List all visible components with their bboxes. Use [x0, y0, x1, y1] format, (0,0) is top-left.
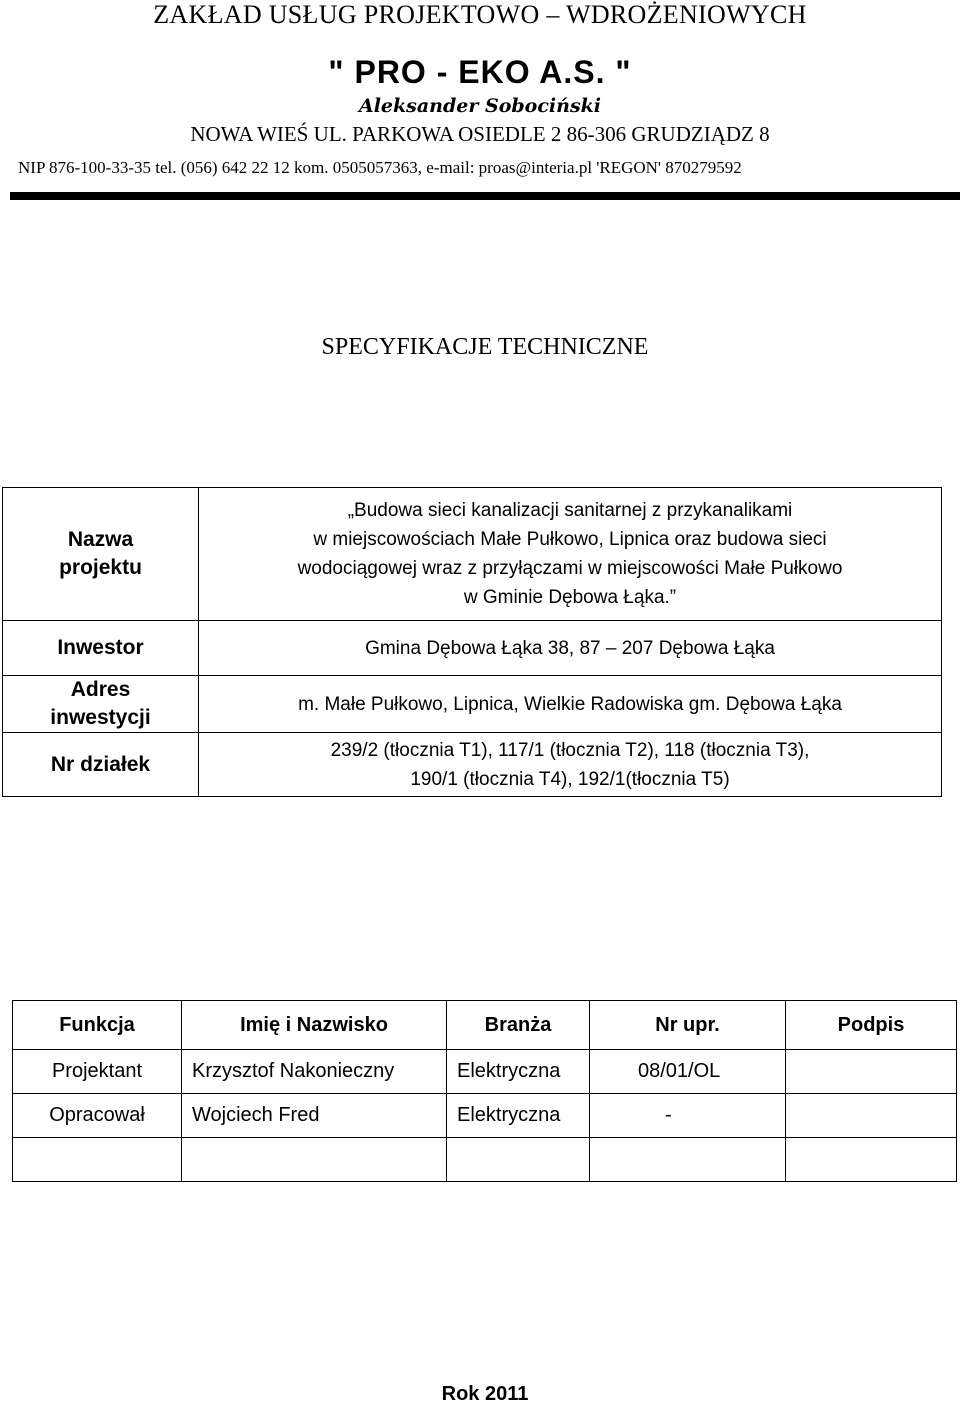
address-value: m. Małe Pułkowo, Lipnica, Wielkie Radowiska gm. Dębowa Łąka [199, 676, 942, 733]
header-license-number: Nr upr. [590, 1001, 786, 1050]
company-contact: NIP 876-100-33-35 tel. (056) 642 22 12 kom. 0505057363, e-mail: proas@interia.pl 'REGON' 870279592 [18, 158, 742, 177]
document-title: SPECYFIKACJE TECHNICZNE [321, 334, 649, 360]
project-name-value [199, 488, 942, 621]
plots-line-1: 239/2 (tłocznia T1), 117/1 (tłocznia T2), 118 (tłocznia T3), [330, 739, 810, 761]
row-license-number: 08/01/OL [590, 1050, 786, 1094]
row-function: Projektant [13, 1050, 182, 1094]
row-function: Opracował [13, 1094, 182, 1138]
investor-label: Inwestor [3, 621, 199, 676]
row-name [182, 1138, 447, 1182]
header-signature: Podpis [786, 1001, 957, 1050]
investor-value: Gmina Dębowa Łąka 38, 87 – 207 Dębowa Łąka [199, 621, 942, 676]
signatures-header-row [13, 1001, 957, 1050]
row-signature [786, 1138, 957, 1182]
row-license-number [590, 1138, 786, 1182]
company-brand: " PRO - EKO A.S. " [328, 54, 632, 90]
plots-label: Nr działek [3, 733, 199, 797]
letterhead-divider [10, 192, 960, 200]
project-info-table [2, 487, 942, 797]
company-name: ZAKŁAD USŁUG PROJEKTOWO – WDROŻENIOWYCH [153, 0, 807, 29]
address-label-line-2: inwestycji [50, 706, 151, 729]
row-discipline [447, 1138, 590, 1182]
row-discipline: Elektryczna [447, 1050, 590, 1094]
row-name: Wojciech Fred [182, 1094, 447, 1138]
row-name: Krzysztof Nakonieczny [182, 1050, 447, 1094]
header-name: Imię i Nazwisko [182, 1001, 447, 1050]
table-row [13, 1138, 957, 1182]
plots-line-2: 190/1 (tłocznia T4), 192/1(tłocznia T5) [410, 768, 730, 790]
project-name-label-line-1: Nazwa [67, 528, 134, 551]
company-owner: Aleksander Sobociński [358, 95, 602, 117]
header-discipline: Branża [447, 1001, 590, 1050]
row-license-number: - [590, 1094, 786, 1138]
document-year: Rok 2011 [441, 1383, 529, 1405]
table-row [13, 1050, 957, 1094]
row-discipline: Elektryczna [447, 1094, 590, 1138]
project-name-label-cell [3, 488, 199, 621]
address-label-cell [3, 676, 199, 733]
plots-value [199, 733, 942, 797]
project-name-label-line-2: projektu [59, 556, 142, 579]
project-name-line-4: w Gminie Dębowa Łąka.” [463, 587, 677, 608]
table-row [13, 1094, 957, 1138]
company-address: NOWA WIEŚ UL. PARKOWA OSIEDLE 2 86-306 GRUDZIĄDZ 8 [190, 122, 770, 146]
row-function [13, 1138, 182, 1182]
project-name-line-3: wodociągowej wraz z przyłączami w miejscowości Małe Pułkowo [297, 558, 843, 579]
header-function: Funkcja [13, 1001, 182, 1050]
project-name-line-2: w miejscowościach Małe Pułkowo, Lipnica oraz budowa sieci [313, 529, 827, 550]
row-signature [786, 1050, 957, 1094]
row-signature [786, 1094, 957, 1138]
address-label-line-1: Adres [70, 678, 131, 701]
project-name-line-1: „Budowa sieci kanalizacji sanitarnej z przykanalikami [347, 500, 793, 521]
signatures-table [12, 1000, 957, 1182]
